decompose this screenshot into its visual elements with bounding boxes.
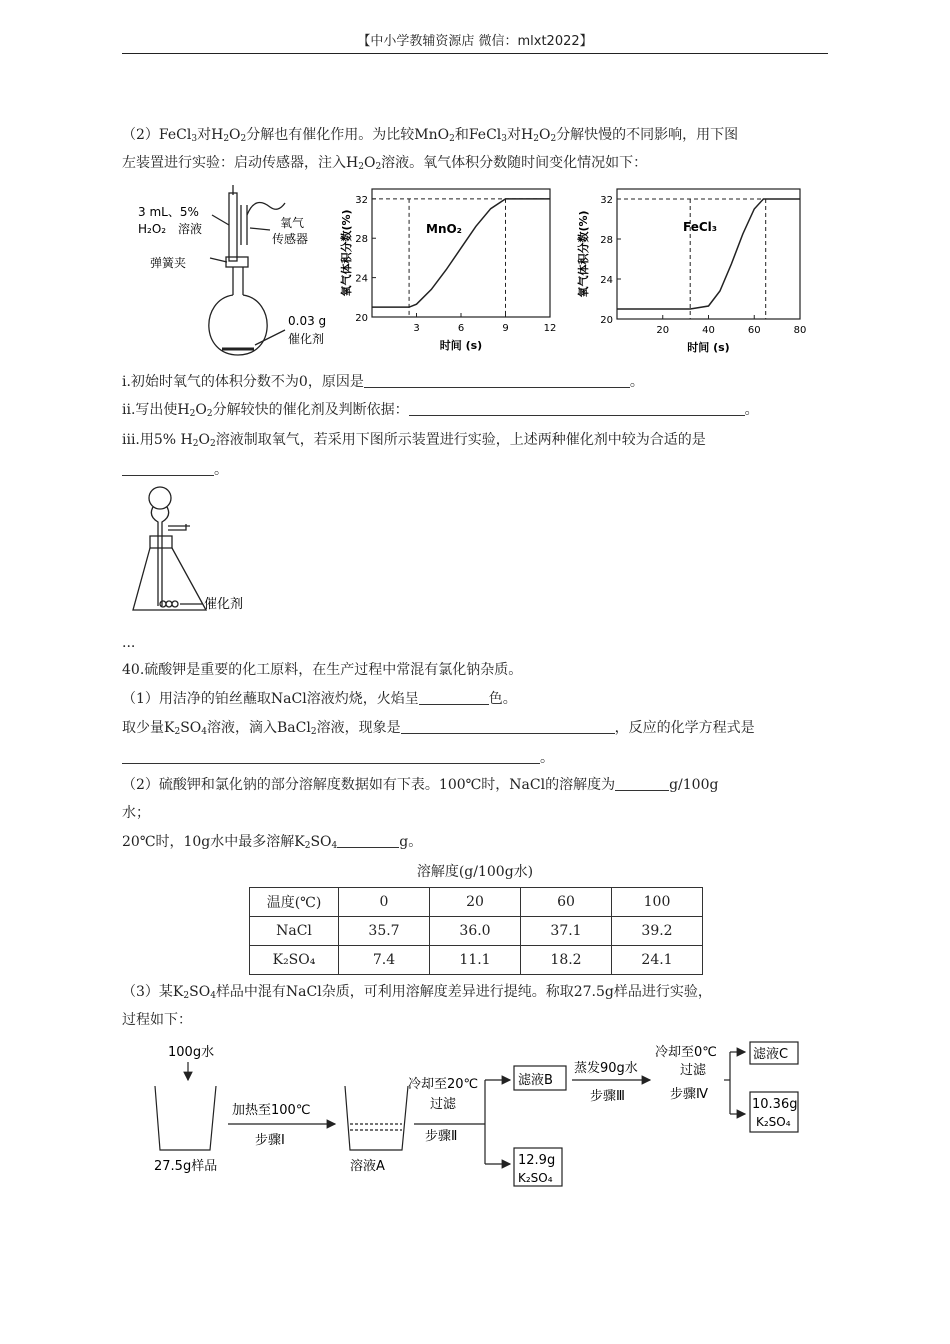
table-cell: NaCl xyxy=(250,917,339,946)
mno2-chart xyxy=(338,185,568,365)
conical-flask-apparatus-diagram xyxy=(128,484,268,619)
x-tick-label: 60 xyxy=(747,325,761,336)
label-catalyst: 催化剂 xyxy=(288,332,325,346)
answer-blank-phenomenon[interactable] xyxy=(401,719,615,734)
header-cell: 20 xyxy=(430,888,521,917)
label-step3: 步骤Ⅲ xyxy=(590,1089,625,1104)
mno2-y-axis-label: 氧气体积分数(%) xyxy=(340,209,353,297)
label-evaporate: 蒸发90g水 xyxy=(574,1061,638,1076)
filtrate-b-box: 滤液B xyxy=(518,1073,553,1088)
table-header-row xyxy=(250,888,703,917)
answer-blank-flame-color[interactable] xyxy=(419,690,489,705)
label-h2o2: H₂O₂ xyxy=(138,222,167,236)
purification-flow-diagram xyxy=(140,1040,820,1190)
label-cool0: 冷却至0℃ xyxy=(655,1045,717,1060)
question-i: i.初始时氧气的体积分数不为0，原因是 。 xyxy=(122,374,644,390)
label-step4: 步骤Ⅳ xyxy=(670,1087,708,1102)
answer-blank-i[interactable] xyxy=(364,373,630,388)
answer-blank-iii[interactable] xyxy=(122,461,214,476)
table-cell: 35.7 xyxy=(339,917,430,946)
answer-blank-nacl-solubility[interactable] xyxy=(615,776,669,791)
q40-part1-line3: 。 xyxy=(122,748,832,768)
q40-title: 40.硫酸钾是重要的化工原料，在生产过程中常混有氯化钠杂质。 xyxy=(122,662,523,678)
fecl3-plot-area xyxy=(600,189,806,336)
label-heat: 加热至100℃ xyxy=(232,1103,311,1118)
oxygen-curve xyxy=(617,199,800,309)
page-header: 【中小学教辅资源店 微信：mlxt2022】 xyxy=(357,34,593,49)
header-cell: 0 xyxy=(339,888,430,917)
answer-blank-ii[interactable] xyxy=(409,401,745,416)
label-step2: 步骤Ⅱ xyxy=(425,1129,458,1144)
q40-part1-line1: （1）用洁净的铂丝蘸取NaCl溶液灼烧，火焰呈 色。 xyxy=(122,691,517,707)
q40-part2-line3: 20℃时，10g水中最多溶解$K_2SO_4$ g。 xyxy=(122,834,423,851)
header-rule xyxy=(122,53,828,54)
label-filter1: 过滤 xyxy=(430,1097,457,1112)
q40-part1-line2: 取少量$K_2SO_4$溶液，滴入BaCl$_2$溶液，现象是 ，反应的化学方程式是 xyxy=(122,720,755,737)
ellipsis: ... xyxy=(122,635,136,651)
fecl3-x-axis-label: 时间 (s) xyxy=(687,341,730,354)
plot-frame xyxy=(372,189,550,317)
table-row xyxy=(250,917,703,946)
label-k2so4-10-36: 10.36g xyxy=(752,1097,798,1112)
x-tick-label: 6 xyxy=(457,323,465,334)
table-cell: K₂SO₄ xyxy=(250,946,339,975)
x-tick-label: 12 xyxy=(543,323,557,334)
flask-apparatus-diagram xyxy=(130,185,345,360)
y-tick-label: 28 xyxy=(355,234,368,246)
y-tick-label: 20 xyxy=(600,315,613,326)
q2-line2: 左装置进行实验：启动传感器，注入$H_2O_2$溶液。氧气体积分数随时间变化情况如下： xyxy=(122,155,648,172)
label-solution: 溶液 xyxy=(178,222,203,236)
label-water: 100g水 xyxy=(168,1045,215,1060)
x-tick-label: 20 xyxy=(656,325,670,336)
table-cell: 39.2 xyxy=(612,917,703,946)
mno2-x-axis-label: 时间 (s) xyxy=(439,339,483,352)
fecl3-chart xyxy=(575,185,810,365)
x-tick-label: 9 xyxy=(502,323,509,334)
question-iii-answer: 。 xyxy=(122,460,832,480)
fecl3-y-axis-label: 氧气体积分数(%) xyxy=(577,210,590,298)
label-sensor: 传感器 xyxy=(272,232,309,246)
label-step1: 步骤Ⅰ xyxy=(255,1133,285,1148)
y-tick-label: 32 xyxy=(355,194,368,206)
header-cell: 100 xyxy=(612,888,703,917)
table-cell: 7.4 xyxy=(339,946,430,975)
question-iii: iii.用5% $H_2O_2$溶液制取氧气，若采用下图所示装置进行实验，上述两种催化剂中较为合适的是 xyxy=(122,432,706,449)
mno2-plot-area xyxy=(355,189,556,334)
table-cell: 24.1 xyxy=(612,946,703,975)
label-catalyst-mass: 0.03 g xyxy=(288,314,327,328)
table-title: 溶解度(g/100g水) xyxy=(416,864,534,880)
filtrate-c-box: 滤液C xyxy=(753,1047,789,1062)
label-cool20: 冷却至20℃ xyxy=(408,1077,479,1092)
solubility-table xyxy=(249,887,703,975)
y-tick-label: 32 xyxy=(600,195,613,206)
x-tick-label: 40 xyxy=(702,325,715,336)
answer-blank-equation[interactable] xyxy=(122,749,540,764)
label-k2so4-a: K₂SO₄ xyxy=(518,1171,553,1185)
table-cell: 36.0 xyxy=(430,917,521,946)
label-clip: 弹簧夹 xyxy=(150,256,187,270)
label-sample: 27.5g样品 xyxy=(154,1159,218,1174)
q2-line1: （2）FeCl$_3$对$H_2O_2$分解也有催化作用。为比较MnO$_2$和FeCl$_3$对$H_2O_2$分解快慢的不同影响，用下图 xyxy=(122,127,739,144)
q40-part2-line1: （2）硫酸钾和氯化钠的部分溶解度数据如有下表。100℃时，NaCl的溶解度为 g/100g xyxy=(122,777,719,793)
label-k2so4-12-9: 12.9g xyxy=(518,1153,556,1168)
x-tick-label: 80 xyxy=(793,325,807,336)
mno2-series-label: MnO₂ xyxy=(426,222,462,236)
label-oxygen: 氧气 xyxy=(280,216,305,230)
label-filter2: 过滤 xyxy=(680,1063,707,1078)
header-cell: 温度(℃) xyxy=(250,888,339,917)
y-tick-label: 20 xyxy=(355,313,368,324)
y-tick-label: 24 xyxy=(600,275,613,286)
label-catalyst-2: 催化剂 xyxy=(204,597,244,612)
y-tick-label: 28 xyxy=(600,235,613,246)
label-solution-volume: 3 mL、5% xyxy=(138,205,199,219)
label-k2so4-b: K₂SO₄ xyxy=(756,1115,791,1129)
header-cell: 60 xyxy=(521,888,612,917)
q40-part3-line1: （3）某$K_2SO_4$样品中混有NaCl杂质，可利用溶解度差异进行提纯。称取27.5g样品进行实验， xyxy=(122,984,712,1001)
oxygen-curve xyxy=(372,199,550,307)
q40-part2-line2: 水； xyxy=(122,805,150,821)
question-ii: ii.写出使$H_2O_2$分解较快的催化剂及判断依据： 。 xyxy=(122,402,759,419)
q40-part3-line2: 过程如下： xyxy=(122,1012,192,1028)
answer-blank-k2so4-mass[interactable] xyxy=(337,833,399,848)
y-tick-label: 24 xyxy=(355,273,368,285)
table-cell: 11.1 xyxy=(430,946,521,975)
label-solution-a: 溶液A xyxy=(350,1159,385,1174)
table-row xyxy=(250,946,703,975)
plot-frame xyxy=(617,189,800,319)
table-cell: 37.1 xyxy=(521,917,612,946)
x-tick-label: 3 xyxy=(413,323,420,334)
fecl3-series-label: FeCl₃ xyxy=(683,220,718,234)
table-cell: 18.2 xyxy=(521,946,612,975)
